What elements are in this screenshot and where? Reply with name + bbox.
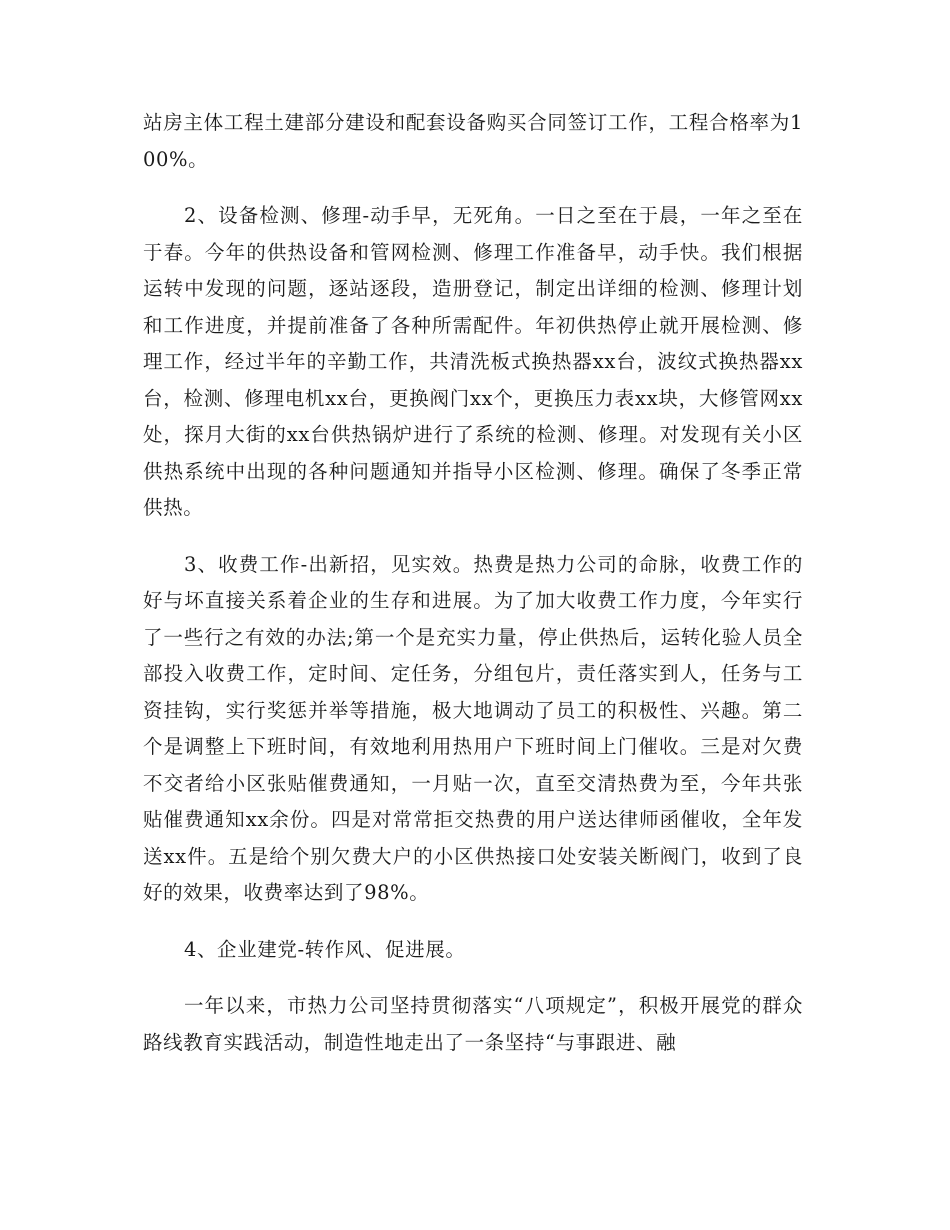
paragraph-5: 一年以来，市热力公司坚持贯彻落实“八项规定”，积极开展党的群众路线教育实践活动，制造性地走出了一条坚持“与事跟进、融 bbox=[143, 994, 803, 1054]
paragraph-4: 4、企业建党-转作风、促进展。 bbox=[183, 937, 466, 961]
paragraph-1: 站房主体工程土建部分建设和配套设备购买合同签订工作，工程合格率为100%。 bbox=[143, 111, 803, 171]
document-body bbox=[143, 105, 803, 1081]
paragraph-3: 3、收费工作-出新招，见实效。热费是热力公司的命脉，收费工作的好与坏直接关系着企业的生存和进展。为了加大收费工作力度，今年实行了一些行之有效的办法;第一个是充实力量，停止供热后，运转化验人员全部投入收费工作，定时间、定任务，分组包片，责任落实到人，任务与工资挂钩，实行奖惩并举等措施，极大地调动了员工的积极性、兴趣。第二个是调整上下班时间，有效地利用热用户下班时间上门催收。三是对欠费不交者给小区张贴催费通知，一月贴一次，直至交清热费为至，今年共张贴催费通知xx余份。四是对常常拒交热费的用户送达律师函催收，全年发送xx件。五是给个别欠费大户的小区供热接口处安装关断阀门，收到了良好的效果，收费率达到了98%。 bbox=[143, 552, 803, 904]
paragraph-2: 2、设备检测、修理-动手早，无死角。一日之至在于晨，一年之至在于春。今年的供热设备和管网检测、修理工作准备早，动手快。我们根据运转中发现的问题，逐站逐段，造册登记，制定出详细的检测、修理计划和工作进度，并提前准备了各种所需配件。年初供热停止就开展检测、修理工作，经过半年的辛勤工作，共清洗板式换热器xx台，波纹式换热器xx台，检测、修理电机xx台，更换阀门xx个，更换压力表xx块，大修管网xx处，探月大街的xx台供热锅炉进行了系统的检测、修理。对发现有关小区供热系统中出现的各种问题通知并指导小区检测、修理。确保了冬季正常供热。 bbox=[143, 204, 803, 519]
